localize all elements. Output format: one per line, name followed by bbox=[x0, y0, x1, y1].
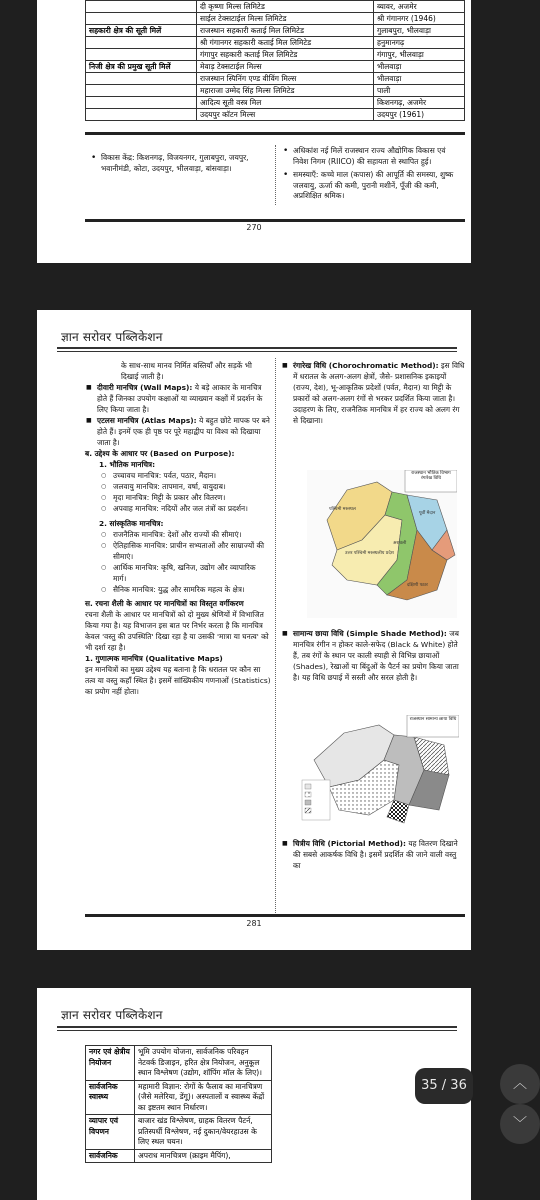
table-row bbox=[86, 25, 465, 37]
table-row bbox=[86, 37, 465, 49]
page-counter: 35 / 36 bbox=[415, 1068, 473, 1104]
publisher-header: ज्ञान सरोवर पब्लिकेशन bbox=[61, 330, 163, 344]
table-row bbox=[86, 97, 465, 109]
chevron-down-icon: ﹀ bbox=[513, 1116, 527, 1132]
table-cell-cat bbox=[86, 73, 197, 85]
table-cell-place: भीलवाड़ा bbox=[374, 73, 465, 85]
table-cell-name: मेवाड़ टेक्सटाईल मिल्स bbox=[197, 61, 374, 73]
header-rule bbox=[57, 347, 457, 349]
map1-label-west: पश्चिमी मरुस्थल bbox=[329, 507, 356, 512]
chorochromatic-item bbox=[281, 360, 465, 426]
table-cell-place: ब्यावर, अजमेर bbox=[374, 1, 465, 13]
section-divider bbox=[85, 132, 465, 135]
simple-shade-map bbox=[299, 715, 459, 830]
page-number: 281 bbox=[246, 919, 262, 928]
table-cell-applications: बाजार खंड विश्लेषण, ग्राहक वितरण पैटर्न, प्रतिस्पर्धी विश्लेषण, नई दुकान/वेयरहाउस के लिए स्थल चयन। bbox=[135, 1115, 272, 1150]
chorochromatic-map bbox=[307, 470, 457, 618]
table-cell-place: पाली bbox=[374, 85, 465, 97]
scroll-down-button[interactable] bbox=[500, 1104, 540, 1144]
table-row bbox=[86, 73, 465, 85]
wall-maps-text: ये बड़े आकार के मानचित्र होते हैं जिनका उपयोग कक्षाओं या व्याख्यान कक्षों में प्रदर्शन के लिए किया जाता है। bbox=[97, 383, 263, 414]
table-row bbox=[86, 109, 465, 121]
table-row bbox=[86, 61, 465, 73]
map1-title: राजस्थान भौतिक विभाग रंगारेख विधि bbox=[411, 471, 451, 481]
map1-label-aravalli: अरावली bbox=[393, 541, 407, 546]
table-cell-field: सार्वजनिक bbox=[86, 1149, 135, 1163]
table-cell-name: उदयपुर कॉटन मिल्स bbox=[197, 109, 374, 121]
purpose-heading: ब. उद्देश्य के आधार पर (Based on Purpose): bbox=[85, 449, 235, 458]
footer-rule bbox=[85, 219, 465, 222]
rajasthan-shade-map-graphic bbox=[299, 715, 459, 830]
table-cell-applications: महामारी विज्ञान: रोगों के फैलाव का मानचित्रण (जैसे मलेरिया, डेंगू)। अस्पतालों व स्वास्थ्य केंद्रों का इष्टतम स्थान निर्धारण। bbox=[135, 1080, 272, 1115]
pdf-page-270 bbox=[37, 0, 471, 263]
climate-map-item: ○ जलवायु मानचित्र: तापमान, वर्षा, वायुदाब। bbox=[85, 481, 271, 492]
relief-map-item: ○ उच्चावच मानचित्र: पर्वत, पठार, मैदान। bbox=[85, 470, 271, 481]
publisher-header: ज्ञान सरोवर पब्लिकेशन bbox=[61, 1008, 163, 1022]
table-cell-field: सार्वजनिक स्वास्थ्य bbox=[86, 1080, 135, 1115]
table-cell-place: किशनगढ़, अजमेर bbox=[374, 97, 465, 109]
table-cell-name: आदित्य सूती वस्त्र मिल bbox=[197, 97, 374, 109]
right-column bbox=[281, 360, 465, 426]
table-row bbox=[86, 85, 465, 97]
table-cell-field: व्यापार एवं विपणन bbox=[86, 1115, 135, 1150]
right-bullets bbox=[281, 146, 463, 205]
left-bullets bbox=[89, 153, 269, 177]
table-cell-applications: भूमि उपयोग योजना, सार्वजनिक परिवहन नेटवर्क डिजाइन, हरित क्षेत्र नियोजन, अनुकूल स्थान विश्लेषण (उद्योग, शॉपिंग मॉल के लिए)। bbox=[135, 1046, 272, 1081]
table-row bbox=[86, 1046, 272, 1081]
qualitative-text: इन मानचित्रों का मुख्य उद्देश्य यह बताना है कि धरातल पर कौन सा तत्व या वस्तु कहाँ स्थित है। इसमें सांख्यिकीय गणनाओं (Statistics) का प्रयोग नहीं होता। bbox=[85, 665, 271, 696]
header-rule bbox=[57, 1026, 457, 1028]
atlas-maps-item bbox=[85, 415, 271, 448]
soil-map-item: ○ मृदा मानचित्र: मिट्टी के प्रकार और वितरण। bbox=[85, 492, 271, 503]
qualitative-heading: 1. गुणात्मक मानचित्र (Qualitative Maps) bbox=[85, 654, 223, 663]
cotton-mills-table bbox=[85, 0, 465, 121]
simple-shade-title: सामान्य छाया विधि (Simple Shade Method): bbox=[293, 629, 447, 638]
intro-text: के साथ-साथ मानव निर्मित बस्तियाँ और सड़कें भी दिखाई जाती है। bbox=[121, 361, 252, 381]
table-cell-place: श्री गंगानगर (1946) bbox=[374, 13, 465, 25]
table-cell-name: महाराजा उम्मेद सिंह मिल्स लिमिटेड bbox=[197, 85, 374, 97]
physical-maps-heading: 1. भौतिक मानचित्र: bbox=[99, 460, 156, 469]
pictorial-title: चित्रीय विधि (Pictorial Method): bbox=[293, 839, 406, 848]
pictorial-text: यह वितरण दिखाने की सबसे आकर्षक विधि है। इसमें प्रदर्शित की जाने वाली वस्तु का bbox=[293, 839, 458, 870]
chorochromatic-title: रंगारेख विधि (Chorochromatic Method): bbox=[293, 361, 439, 370]
military-map-item: ○ सैनिक मानचित्र: युद्ध और सामरिक महत्व के क्षेत्र। bbox=[85, 584, 271, 595]
footer-rule bbox=[85, 914, 465, 917]
header-rule-thin bbox=[57, 351, 457, 352]
gis-applications-table bbox=[85, 1045, 272, 1163]
table-cell-cat bbox=[86, 97, 197, 109]
atlas-maps-title: एटलस मानचित्र (Atlas Maps): bbox=[97, 416, 197, 425]
table-cell-name: राजस्थान सहकारी कताई मिल लिमिटेड bbox=[197, 25, 374, 37]
table-cell-name: श्री गंगानगर सहकारी कताई मिल लिमिटेड bbox=[197, 37, 374, 49]
table-cell-applications: अपराध मानचित्रण (क्राइम मैपिंग), bbox=[135, 1149, 272, 1163]
political-map-item: ○ राजनैतिक मानचित्र: देशों और राज्यों की सीमाएं। bbox=[85, 529, 271, 540]
economic-map-item: ○ आर्थिक मानचित्र: कृषि, खनिज, उद्योग और व्यापारिक मार्ग। bbox=[85, 562, 271, 584]
right-column-bottom bbox=[281, 838, 465, 871]
table-row bbox=[86, 49, 465, 61]
pdf-page-next bbox=[37, 988, 471, 1200]
scroll-up-button[interactable] bbox=[500, 1064, 540, 1104]
table-cell-place: गंगापुर, भीलवाड़ा bbox=[374, 49, 465, 61]
table-row bbox=[86, 1149, 272, 1163]
table-cell-name: राजस्थान स्पिनिंग एण्ड वीविंग मिल्स bbox=[197, 73, 374, 85]
drainage-map-item: ○ अपवाह मानचित्र: नदियों और जल तंत्रों का प्रदर्शन। bbox=[85, 503, 271, 514]
table-cell-place: हनुमानगढ़ bbox=[374, 37, 465, 49]
page-number: 270 bbox=[246, 223, 262, 232]
cultural-maps-heading: 2. सांस्कृतिक मानचित्र: bbox=[99, 519, 164, 528]
rajasthan-physical-map-graphic bbox=[307, 470, 457, 618]
wall-maps-item bbox=[85, 382, 271, 415]
riico-bullet: • अधिकांश नई मिलें राजस्थान राज्य औद्योगिक विकास एवं निवेश निगम (RIICO) की सहायता से स्थापित हुई। bbox=[281, 146, 463, 167]
table-cell-cat: सहकारी क्षेत्र की सूती मिलें bbox=[86, 25, 197, 37]
map1-label-northwest: उत्तर पश्चिमी मरुस्थलीय प्रदेश bbox=[345, 551, 394, 556]
pictorial-item bbox=[281, 838, 465, 871]
table-cell-name: दी कृष्णा मिल्स लिमिटेड bbox=[197, 1, 374, 13]
simple-shade-item bbox=[281, 628, 465, 683]
style-heading: स. रचना शैली के आधार पर मानचित्रों का विस्तृत वर्गीकरण bbox=[85, 599, 244, 608]
table-row bbox=[86, 1115, 272, 1150]
table-cell-name: गंगापुर सहकारी कताई मिल लिमिटेड bbox=[197, 49, 374, 61]
wall-maps-title: दीवारी मानचित्र (Wall Maps): bbox=[97, 383, 193, 392]
table-cell-name: साईल टेक्सटाईल मिल्स लिमिटेड bbox=[197, 13, 374, 25]
map1-label-east: पूर्वी मैदान bbox=[419, 511, 436, 516]
table-cell-field: नगर एवं क्षेत्रीय नियोजन bbox=[86, 1046, 135, 1081]
table-cell-cat: निजी क्षेत्र की प्रमुख सूती मिलें bbox=[86, 61, 197, 73]
table-cell-cat bbox=[86, 1, 197, 13]
column-separator bbox=[275, 358, 276, 913]
header-rule-thin bbox=[57, 1030, 457, 1031]
table-cell-place: उदयपुर (1961) bbox=[374, 109, 465, 121]
growth-centers-bullet: • विकास केंद्र: किशनगढ़, विजयनगर, गुलाबपुरा, जयपुर, भवानीमंडी, कोटा, उदयपुर, भीलवाड़ा, बांसवाड़ा। bbox=[89, 153, 269, 174]
right-column-lower bbox=[281, 628, 465, 683]
table-cell-place: भीलवाड़ा bbox=[374, 61, 465, 73]
historical-map-item: ○ ऐतिहासिक मानचित्र: प्राचीन सभ्यताओं और साम्राज्यों की सीमाएं। bbox=[85, 540, 271, 562]
pdf-page-281 bbox=[37, 310, 471, 950]
left-column bbox=[85, 360, 271, 697]
table-row bbox=[86, 1080, 272, 1115]
table-row bbox=[86, 13, 465, 25]
table-cell-cat bbox=[86, 49, 197, 61]
chorochromatic-text: इस विधि में धरातल के अलग-अलग क्षेत्रों, जैसे- प्रशासनिक इकाइयों (राज्य, देश), भू-आकृतिक प्रदेशों (पर्वत, मैदान) या मिट्टी के प्रकारों को अलग-अलग रंगों से भरकर प्रदर्शित किया जाता है। उदाहरण के लिए, राजनैतिक मानचित्र में हर राज्य को अलग रंग से दिखाना। bbox=[293, 361, 465, 425]
table-cell-cat bbox=[86, 109, 197, 121]
atlas-maps-text: ये बहुत छोटे मापक पर बने होते हैं। इनमें एक ही पृष्ठ पर पूरे महाद्वीप या विश्व को दिखाया जाता है। bbox=[97, 416, 270, 447]
map2-title: राजस्थान सामान्य छाया विधि bbox=[409, 717, 457, 722]
simple-shade-text: जब मानचित्र रंगीन न होकर काले-सफेद (Black & White) होते हैं, तब रंगों के स्थान पर काली स्याही से विभिन्न छायाओं (Shades), रेखाओं या बिंदुओं के पैटर्न का प्रयोग किया जाता है। यह विधि छपाई में सस्ती और सरल होती है। bbox=[293, 629, 459, 682]
map1-label-south: दक्षिणी पठार bbox=[407, 583, 428, 588]
chevron-up-icon: ︿ bbox=[513, 1076, 527, 1092]
problems-bullet: • समस्याएँ: कच्चे माल (कपास) की आपूर्ति की समस्या, शुष्क जलवायु, ऊर्जा की कमी, पुरानी मशीनें, पूँजी की कमी, अप्रशिक्षित श्रमिक। bbox=[281, 170, 463, 202]
table-cell-cat bbox=[86, 13, 197, 25]
table-cell-cat bbox=[86, 85, 197, 97]
column-separator bbox=[275, 145, 276, 205]
table-row bbox=[86, 1, 465, 13]
table-cell-place: गुलाबपुरा, भीलवाड़ा bbox=[374, 25, 465, 37]
style-text: रचना शैली के आधार पर मानचित्रों को दो मुख्य श्रेणियों में विभाजित किया गया है। यह विभाजन इस बात पर निर्भर करता है कि मानचित्र केवल 'वस्तु की उपस्थिति' दिखा रहा है या उसकी 'मात्रा या घनत्व' को भी दर्शा रहा है। bbox=[85, 610, 269, 652]
table-cell-cat bbox=[86, 37, 197, 49]
